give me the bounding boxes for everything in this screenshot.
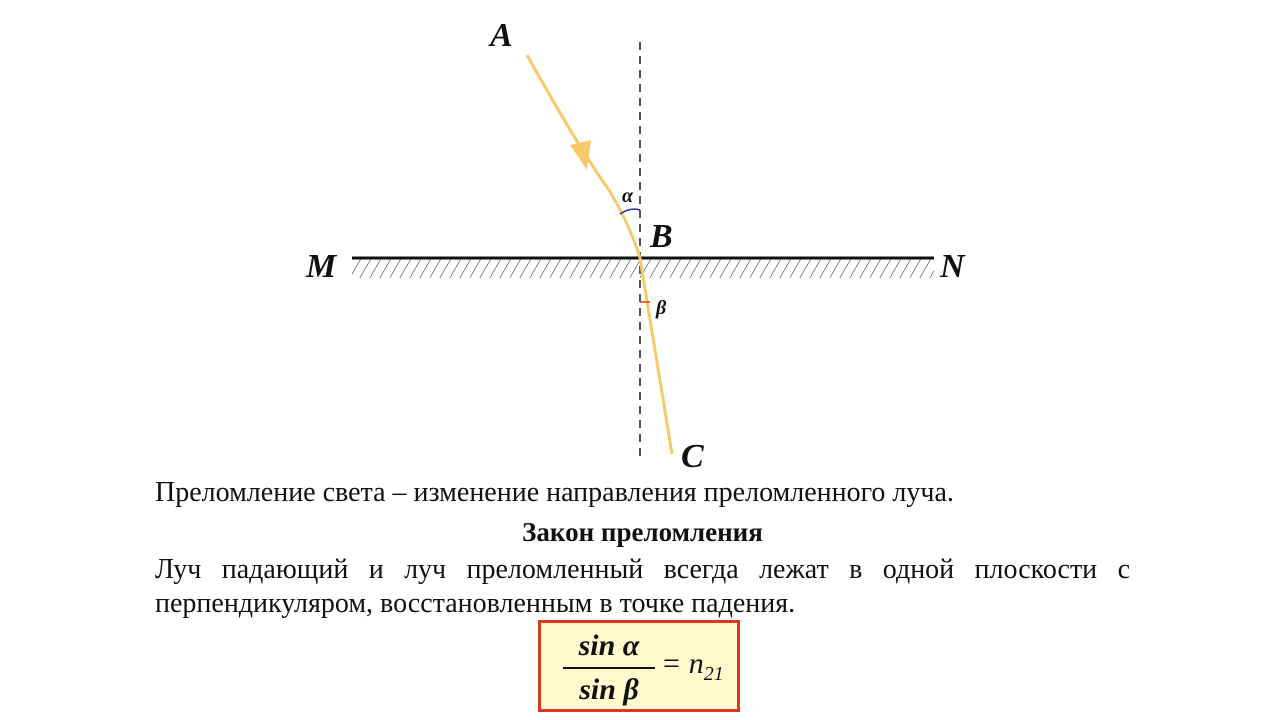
refracted-ray [640, 258, 672, 454]
ray-arrow-icon [570, 140, 591, 170]
formula-fraction [563, 627, 655, 709]
refraction-definition: Преломление света – изменение направления преломленного луча. [155, 477, 954, 508]
point-label-a: A [490, 17, 513, 54]
law-statement: Луч падающий и луч преломленный всегда лежат в одной плоскости с перпендикуляром, восстановленным в точке падения. [155, 554, 1130, 619]
law-title: Закон преломления [522, 517, 763, 547]
formula-subscript: 21 [703, 663, 724, 685]
point-label-b: B [650, 218, 673, 255]
angle-label-alpha: α [622, 185, 634, 207]
point-label-n: N [940, 248, 965, 285]
angle-label-beta: β [656, 297, 667, 319]
fraction-bar [563, 667, 655, 669]
point-label-c: C [681, 438, 704, 470]
formula-equals: = n [661, 647, 704, 680]
formula-denominator: sin β [579, 673, 639, 706]
point-label-m: M [306, 248, 337, 285]
formula-box [538, 620, 740, 712]
formula-rhs [661, 647, 724, 686]
formula-numerator: sin α [578, 629, 640, 662]
